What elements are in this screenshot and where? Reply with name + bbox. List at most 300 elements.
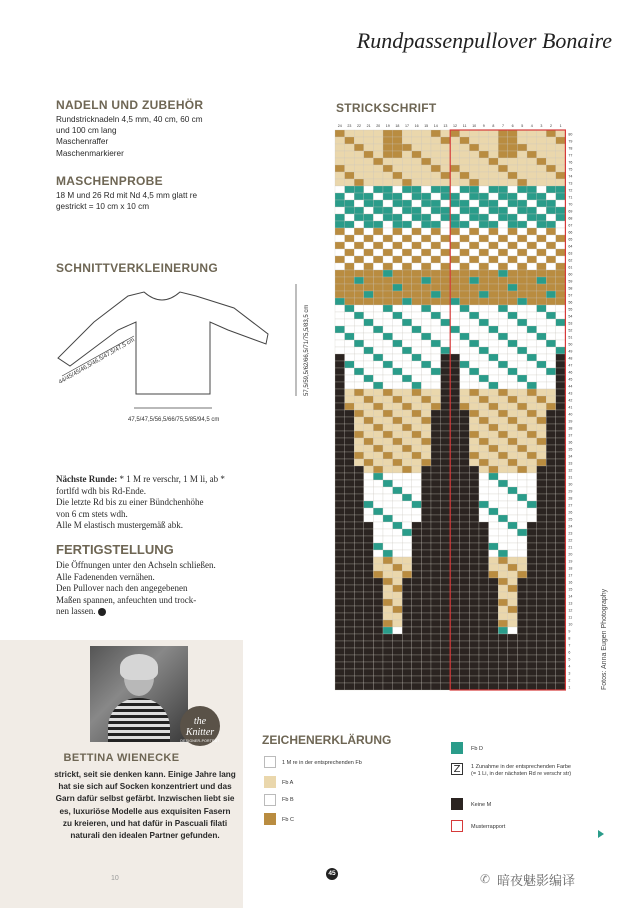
chart-cell xyxy=(441,235,451,242)
chart-cell xyxy=(517,221,527,228)
chart-cell xyxy=(546,557,556,564)
chart-cell xyxy=(489,438,499,445)
chart-cell xyxy=(479,431,489,438)
chart-cell xyxy=(412,179,422,186)
chart-cell xyxy=(364,585,374,592)
row-number: 45 xyxy=(568,377,573,382)
chart-cell xyxy=(527,291,537,298)
chart-cell xyxy=(383,256,393,263)
chart-cell xyxy=(517,459,527,466)
chart-cell xyxy=(460,291,470,298)
chart-cell xyxy=(537,487,547,494)
chart-cell xyxy=(383,655,393,662)
chart-cell xyxy=(450,480,460,487)
chart-cell xyxy=(364,662,374,669)
chart-cell xyxy=(441,326,451,333)
chart-cell xyxy=(393,228,403,235)
chart-cell xyxy=(517,557,527,564)
badge-title: the Knitter xyxy=(185,716,215,738)
the-knitter-badge xyxy=(180,706,220,746)
chart-cell xyxy=(421,354,431,361)
chart-cell xyxy=(517,606,527,613)
chart-cell xyxy=(517,277,527,284)
chart-cell xyxy=(546,417,556,424)
chart-cell xyxy=(383,249,393,256)
chart-cell xyxy=(431,305,441,312)
chart-cell xyxy=(460,606,470,613)
chart-cell xyxy=(383,354,393,361)
chart-cell xyxy=(412,648,422,655)
chart-cell xyxy=(537,193,547,200)
chart-cell xyxy=(517,291,527,298)
chart-cell xyxy=(469,508,479,515)
chart-cell xyxy=(556,228,566,235)
runde-line: Die letzte Rd bis zu einer Bündchenhöhe xyxy=(56,497,204,508)
chart-cell xyxy=(393,403,403,410)
chart-cell xyxy=(354,564,364,571)
chart-cell xyxy=(498,403,508,410)
chart-cell xyxy=(479,466,489,473)
chart-cell xyxy=(402,263,412,270)
chart-cell xyxy=(421,256,431,263)
row-number: 17 xyxy=(568,573,573,578)
row-number: 5 xyxy=(568,657,571,662)
chart-cell xyxy=(431,662,441,669)
chart-cell xyxy=(402,487,412,494)
chart-cell xyxy=(373,431,383,438)
chart-cell xyxy=(460,305,470,312)
chart-cell xyxy=(556,361,566,368)
row-number: 64 xyxy=(568,244,573,249)
chart-cell xyxy=(508,396,518,403)
chart-cell xyxy=(537,592,547,599)
chart-cell xyxy=(527,228,537,235)
chart-cell xyxy=(556,445,566,452)
chart-cell xyxy=(383,270,393,277)
chart-cell xyxy=(364,396,374,403)
chart-cell xyxy=(345,172,355,179)
chart-cell xyxy=(354,214,364,221)
chart-cell xyxy=(354,459,364,466)
chart-cell xyxy=(460,368,470,375)
chart-cell xyxy=(546,683,556,690)
chart-cell xyxy=(421,634,431,641)
chart-cell xyxy=(527,256,537,263)
chart-cell xyxy=(489,536,499,543)
chart-cell xyxy=(527,186,537,193)
chart-cell xyxy=(508,179,518,186)
chart-cell xyxy=(441,361,451,368)
chart-cell xyxy=(556,473,566,480)
chart-cell xyxy=(450,564,460,571)
chart-cell xyxy=(469,165,479,172)
chart-cell xyxy=(402,599,412,606)
chart-cell xyxy=(498,200,508,207)
chart-cell xyxy=(508,578,518,585)
chart-cell xyxy=(364,571,374,578)
chart-cell xyxy=(546,424,556,431)
chart-cell xyxy=(460,228,470,235)
chart-cell xyxy=(537,277,547,284)
chart-cell xyxy=(479,221,489,228)
chart-cell xyxy=(508,445,518,452)
chart-cell xyxy=(460,144,470,151)
chart-cell xyxy=(508,431,518,438)
row-number: 57 xyxy=(568,293,573,298)
photo-hair xyxy=(120,654,158,680)
chart-cell xyxy=(556,655,566,662)
chart-cell xyxy=(441,228,451,235)
chart-cell xyxy=(537,382,547,389)
chart-cell xyxy=(383,277,393,284)
chart-cell xyxy=(402,256,412,263)
chart-cell xyxy=(421,263,431,270)
chart-cell xyxy=(556,130,566,137)
chart-cell xyxy=(345,158,355,165)
chart-cell xyxy=(431,277,441,284)
chart-cell xyxy=(393,550,403,557)
chart-cell xyxy=(421,515,431,522)
chart-cell xyxy=(431,522,441,529)
chart-cell xyxy=(556,557,566,564)
chart-cell xyxy=(479,249,489,256)
chart-cell xyxy=(556,256,566,263)
chart-cell xyxy=(479,270,489,277)
chart-cell xyxy=(431,396,441,403)
chart-cell xyxy=(383,396,393,403)
chart-cell xyxy=(354,305,364,312)
chart-cell xyxy=(556,466,566,473)
chart-cell xyxy=(537,452,547,459)
chart-cell xyxy=(469,158,479,165)
chart-cell xyxy=(527,214,537,221)
chart-cell xyxy=(364,557,374,564)
chart-cell xyxy=(402,641,412,648)
chart-cell xyxy=(393,214,403,221)
chart-cell xyxy=(556,571,566,578)
legend-swatch-rapport xyxy=(451,820,463,832)
chart-cell xyxy=(489,508,499,515)
chart-cell xyxy=(383,641,393,648)
legend-swatch-fb-c xyxy=(264,813,276,825)
chart-cell xyxy=(364,501,374,508)
chart-cell xyxy=(441,452,451,459)
chart-cell xyxy=(556,235,566,242)
chart-cell xyxy=(354,508,364,515)
chart-cell xyxy=(469,417,479,424)
chart-cell xyxy=(431,634,441,641)
chart-cell xyxy=(517,130,527,137)
chart-cell xyxy=(527,200,537,207)
chart-cell xyxy=(479,641,489,648)
chart-cell xyxy=(546,494,556,501)
chart-cell xyxy=(546,277,556,284)
chart-cell xyxy=(546,403,556,410)
chart-cell xyxy=(517,613,527,620)
chart-cell xyxy=(537,326,547,333)
row-number: 48 xyxy=(568,356,573,361)
chart-cell xyxy=(441,347,451,354)
chart-cell xyxy=(546,438,556,445)
chart-cell xyxy=(402,431,412,438)
chart-cell xyxy=(373,606,383,613)
chart-cell xyxy=(469,480,479,487)
chart-cell xyxy=(546,599,556,606)
chart-cell xyxy=(431,193,441,200)
chart-cell xyxy=(556,676,566,683)
chart-cell xyxy=(393,648,403,655)
chart-cell xyxy=(537,354,547,361)
chart-cell xyxy=(479,333,489,340)
chart-cell xyxy=(489,543,499,550)
chart-cell xyxy=(421,221,431,228)
chart-cell xyxy=(364,683,374,690)
chart-cell xyxy=(556,613,566,620)
chart-cell xyxy=(517,634,527,641)
chart-cell xyxy=(335,298,345,305)
chart-cell xyxy=(373,172,383,179)
chart-cell xyxy=(364,676,374,683)
chart-cell xyxy=(537,501,547,508)
chart-cell xyxy=(383,179,393,186)
chart-cell xyxy=(412,627,422,634)
chart-cell xyxy=(479,207,489,214)
chart-cell xyxy=(431,375,441,382)
chart-cell xyxy=(546,445,556,452)
chart-cell xyxy=(489,515,499,522)
chart-cell xyxy=(546,235,556,242)
chart-cell xyxy=(537,466,547,473)
chart-cell xyxy=(393,389,403,396)
chart-cell xyxy=(450,466,460,473)
chart-cell xyxy=(364,347,374,354)
chart-cell xyxy=(364,326,374,333)
chart-cell xyxy=(556,683,566,690)
chart-cell xyxy=(460,585,470,592)
chart-cell xyxy=(373,151,383,158)
row-number: 10 xyxy=(568,622,573,627)
chart-cell xyxy=(517,438,527,445)
chart-cell xyxy=(373,158,383,165)
chart-cell xyxy=(364,494,374,501)
chart-cell xyxy=(354,634,364,641)
chart-cell xyxy=(335,242,345,249)
chart-cell xyxy=(345,620,355,627)
chart-cell xyxy=(508,298,518,305)
chart-cell xyxy=(450,536,460,543)
chart-cell xyxy=(479,550,489,557)
chart-cell xyxy=(460,312,470,319)
chart-cell xyxy=(335,438,345,445)
chart-cell xyxy=(373,536,383,543)
chart-cell xyxy=(489,487,499,494)
chart-cell xyxy=(489,137,499,144)
chart-cell xyxy=(508,270,518,277)
chart-cell xyxy=(345,333,355,340)
chart-cell xyxy=(479,522,489,529)
chart-cell xyxy=(402,291,412,298)
chart-cell xyxy=(431,319,441,326)
chart-cell xyxy=(479,543,489,550)
chart-cell xyxy=(460,459,470,466)
chart-cell xyxy=(354,375,364,382)
chart-cell xyxy=(460,536,470,543)
row-number: 30 xyxy=(568,482,573,487)
chart-cell xyxy=(354,298,364,305)
chart-cell xyxy=(373,550,383,557)
chart-cell xyxy=(393,270,403,277)
chart-cell xyxy=(537,249,547,256)
chart-cell xyxy=(527,480,537,487)
chart-cell xyxy=(345,515,355,522)
chart-cell xyxy=(412,172,422,179)
chart-cell xyxy=(460,179,470,186)
chart-cell xyxy=(469,235,479,242)
chart-cell xyxy=(460,452,470,459)
chart-cell xyxy=(345,501,355,508)
chart-cell xyxy=(393,473,403,480)
chart-cell xyxy=(450,347,460,354)
chart-cell xyxy=(402,473,412,480)
chart-cell xyxy=(393,655,403,662)
chart-cell xyxy=(431,494,441,501)
chart-cell xyxy=(498,298,508,305)
chart-cell xyxy=(546,543,556,550)
chart-cell xyxy=(412,634,422,641)
chart-cell xyxy=(460,347,470,354)
column-number: 14 xyxy=(433,124,438,128)
chart-cell xyxy=(517,249,527,256)
page-number: 45 xyxy=(326,868,338,880)
chart-cell xyxy=(412,221,422,228)
chart-cell xyxy=(546,312,556,319)
chart-cell xyxy=(335,627,345,634)
chart-cell xyxy=(469,298,479,305)
chart-cell xyxy=(546,298,556,305)
chart-cell xyxy=(441,214,451,221)
chart-cell xyxy=(460,172,470,179)
chart-cell xyxy=(546,291,556,298)
chart-cell xyxy=(460,242,470,249)
chart-cell xyxy=(441,172,451,179)
chart-cell xyxy=(537,242,547,249)
chart-cell xyxy=(335,193,345,200)
chart-cell xyxy=(373,410,383,417)
chart-cell xyxy=(546,186,556,193)
chart-cell xyxy=(373,508,383,515)
chart-cell xyxy=(345,256,355,263)
chart-cell xyxy=(335,571,345,578)
chart-cell xyxy=(517,368,527,375)
chart-cell xyxy=(393,235,403,242)
chart-cell xyxy=(364,382,374,389)
chart-cell xyxy=(441,683,451,690)
chart-cell xyxy=(373,333,383,340)
chart-cell xyxy=(364,291,374,298)
chart-cell xyxy=(469,291,479,298)
chart-cell xyxy=(479,494,489,501)
chart-cell xyxy=(450,508,460,515)
chart-cell xyxy=(364,536,374,543)
chart-cell xyxy=(556,480,566,487)
row-number: 77 xyxy=(568,153,573,158)
chart-cell xyxy=(537,214,547,221)
chart-cell xyxy=(537,648,547,655)
chart-cell xyxy=(431,655,441,662)
chart-cell xyxy=(354,221,364,228)
chart-cell xyxy=(345,291,355,298)
chart-cell xyxy=(421,333,431,340)
chart-cell xyxy=(431,445,441,452)
chart-cell xyxy=(508,340,518,347)
chart-cell xyxy=(421,193,431,200)
chart-cell xyxy=(546,564,556,571)
chart-cell xyxy=(373,249,383,256)
chart-cell xyxy=(508,438,518,445)
chart-cell xyxy=(383,480,393,487)
chart-cell xyxy=(364,235,374,242)
chart-cell xyxy=(508,242,518,249)
chart-cell xyxy=(441,242,451,249)
chart-cell xyxy=(373,585,383,592)
chart-cell xyxy=(364,361,374,368)
chart-cell xyxy=(373,487,383,494)
chart-cell xyxy=(373,214,383,221)
chart-cell xyxy=(489,571,499,578)
chart-cell xyxy=(345,459,355,466)
chart-cell xyxy=(345,613,355,620)
chart-cell xyxy=(335,144,345,151)
chart-cell xyxy=(450,515,460,522)
chart-cell xyxy=(364,438,374,445)
chart-cell xyxy=(527,298,537,305)
chart-cell xyxy=(489,312,499,319)
chart-cell xyxy=(450,361,460,368)
chart-cell xyxy=(345,368,355,375)
chart-cell xyxy=(498,627,508,634)
fertigstellung-heading: FERTIGSTELLUNG xyxy=(56,542,174,557)
chart-cell xyxy=(412,480,422,487)
chart-cell xyxy=(383,683,393,690)
chart-cell xyxy=(489,354,499,361)
chart-cell xyxy=(498,172,508,179)
chart-cell xyxy=(489,466,499,473)
chart-cell xyxy=(441,354,451,361)
badge-subtitle: DESIGNER-PORTRÄT xyxy=(180,739,220,743)
runde-bold-label: Nächste Runde: xyxy=(56,474,118,484)
chart-cell xyxy=(431,172,441,179)
chart-cell xyxy=(441,158,451,165)
chart-cell xyxy=(364,459,374,466)
chart-cell xyxy=(421,137,431,144)
chart-cell xyxy=(383,235,393,242)
chart-cell xyxy=(335,305,345,312)
chart-cell xyxy=(421,319,431,326)
chart-cell xyxy=(364,375,374,382)
chart-cell xyxy=(517,592,527,599)
chart-cell xyxy=(546,522,556,529)
chart-cell xyxy=(546,669,556,676)
chart-cell xyxy=(421,683,431,690)
chart-cell xyxy=(460,648,470,655)
row-number: 15 xyxy=(568,587,573,592)
chart-cell xyxy=(364,305,374,312)
chart-cell xyxy=(537,683,547,690)
chart-cell xyxy=(556,410,566,417)
chart-cell xyxy=(393,165,403,172)
chart-cell xyxy=(431,235,441,242)
chart-cell xyxy=(498,466,508,473)
